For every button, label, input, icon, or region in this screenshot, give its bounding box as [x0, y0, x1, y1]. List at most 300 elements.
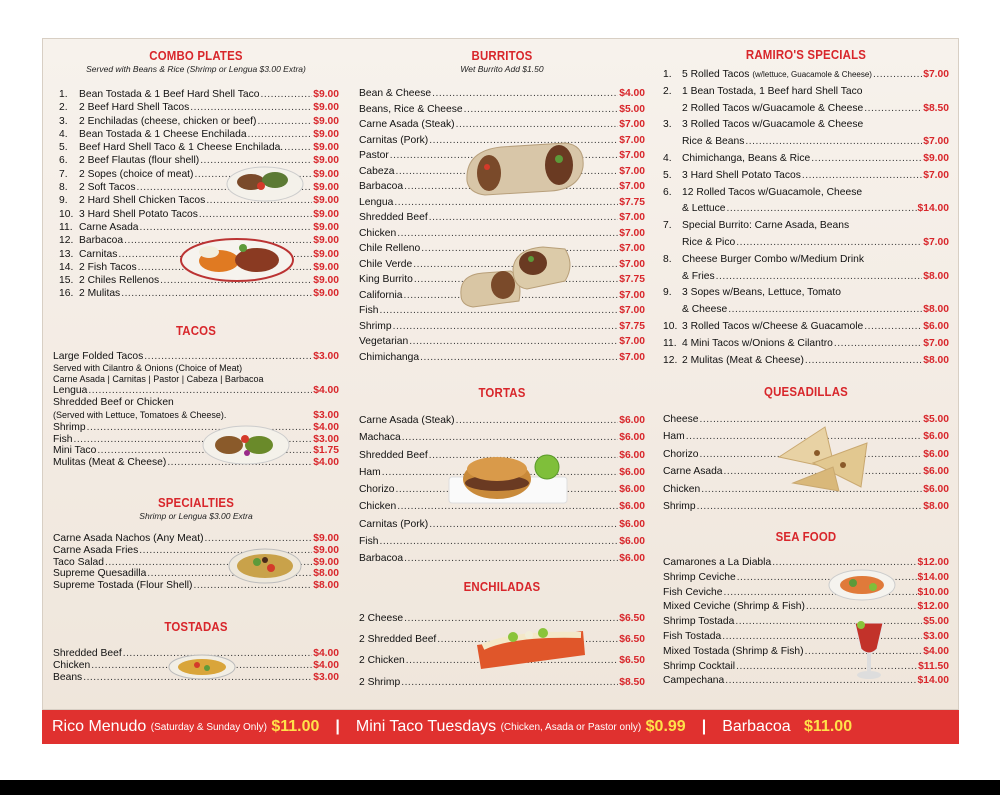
list-item	[359, 516, 645, 533]
item-price: $5.00	[923, 616, 949, 628]
item-price: $6.00	[619, 518, 645, 530]
torta-image	[447, 447, 569, 507]
burritos-list	[359, 86, 645, 365]
item-name-continued: 2 Rolled Tacos w/Guacamole & Cheese	[682, 102, 864, 114]
ramiros-list	[663, 67, 949, 369]
tuesday-label: Mini Taco Tuesdays	[355, 718, 497, 735]
item-number: 2.	[59, 102, 68, 114]
item-number: 4.	[663, 152, 672, 164]
burritos-section	[359, 48, 645, 365]
list-item	[359, 350, 645, 366]
item-name: Shredded Beef	[359, 449, 428, 461]
item-name: Fish	[53, 433, 73, 445]
list-item-continued	[663, 235, 949, 252]
leader-dots	[727, 201, 917, 218]
leader-dots	[393, 319, 619, 335]
item-number: 1.	[663, 69, 672, 80]
item-number: 9.	[663, 287, 672, 299]
ramiros-specials-section	[663, 47, 949, 369]
item-name: 2 Sopes (choice of meat)	[79, 168, 194, 180]
tostada-plate-image	[167, 653, 237, 681]
item-subtext: Carne Asada | Carnitas | Pastor | Cabeza | Barbacoa	[53, 374, 264, 384]
item-name: Chicken	[359, 227, 397, 239]
item-price: $7.00	[619, 336, 645, 347]
item-name: Barbacoa	[359, 553, 404, 565]
item-price: $7.00	[619, 181, 645, 192]
item-price: $11.50	[918, 660, 949, 672]
list-item	[53, 287, 339, 300]
sopes-plate-image	[225, 164, 305, 204]
item-name: Ham	[663, 431, 685, 443]
list-item	[53, 580, 339, 592]
item-name: Barbacoa	[79, 235, 124, 247]
item-number: 11.	[59, 221, 73, 233]
item-price: $9.00	[313, 221, 339, 233]
list-item	[53, 409, 339, 422]
item-price: $7.00	[619, 134, 645, 146]
item-name: Shredded Beef	[359, 212, 428, 223]
item-number: 15.	[59, 275, 74, 287]
item-number: 7.	[663, 220, 672, 232]
item-price: $7.00	[619, 227, 645, 239]
item-name: 1 Bean Tostada, 1 Beef hard Shell Taco	[682, 85, 863, 97]
leader-dots	[404, 550, 618, 567]
item-name: Mini Taco	[53, 445, 97, 457]
item-number: 3.	[663, 119, 672, 131]
item-price: $7.00	[923, 169, 949, 181]
leader-dots	[864, 101, 922, 118]
item-name: Pastor	[359, 150, 389, 161]
leader-dots	[456, 412, 619, 429]
leader-dots	[805, 353, 922, 370]
item-name: Carne Asada	[79, 221, 139, 233]
leader-dots	[379, 533, 618, 550]
tacos-section	[53, 323, 339, 468]
item-name: Carne Asada Nachos (Any Meat)	[53, 533, 204, 544]
item-price: $9.00	[313, 533, 339, 544]
item-name: Chicken	[53, 660, 91, 671]
item-name: Chicken	[359, 501, 397, 513]
item-price: $1.75	[313, 445, 339, 457]
leader-dots	[144, 350, 312, 363]
list-item	[359, 412, 645, 429]
item-price: $9.00	[313, 102, 339, 114]
item-price: $6.00	[923, 448, 949, 460]
list-item	[663, 586, 949, 601]
leader-dots	[420, 350, 618, 366]
menudo-label: Rico Menudo	[52, 718, 147, 735]
item-price: $9.00	[313, 556, 339, 568]
list-item	[359, 672, 645, 693]
item-price: $8.00	[313, 568, 339, 580]
item-price: $8.50	[619, 676, 645, 688]
list-item	[53, 101, 339, 114]
item-price: $9.00	[313, 142, 339, 154]
leader-dots	[190, 101, 312, 114]
item-number: 4.	[59, 128, 68, 140]
barbacoa-price: $11.00	[804, 718, 853, 735]
item-name: Fish	[359, 305, 379, 316]
item-price: $3.00	[313, 672, 339, 683]
item-price: $3.00	[313, 433, 339, 445]
item-name: Supreme Quesadilla	[53, 568, 147, 580]
item-name: Beans	[53, 672, 83, 683]
list-item	[359, 210, 645, 226]
item-number: 6.	[663, 186, 672, 198]
leader-dots	[736, 660, 917, 675]
item-price: $4.00	[313, 456, 339, 468]
item-price: $4.00	[619, 88, 645, 99]
list-item	[53, 457, 339, 469]
item-price: $12.00	[917, 601, 949, 613]
section-title: RAMIRO'S SPECIALS	[745, 47, 867, 62]
item-price: $6.00	[923, 431, 949, 443]
item-name: Chorizo	[359, 484, 395, 496]
item-name: Carnitas	[79, 248, 118, 260]
item-number: 1.	[59, 89, 68, 100]
list-item	[53, 208, 339, 221]
item-price: $4.00	[313, 648, 339, 659]
seafood-list	[663, 556, 949, 689]
item-price: $9.00	[313, 155, 339, 167]
menudo-note: (Saturday & Sunday Only)	[150, 721, 267, 733]
item-name: 3 Rolled Tacos w/Guacamole & Cheese	[682, 119, 864, 131]
item-price: $9.00	[313, 288, 339, 300]
list-item	[663, 600, 949, 615]
item-name: Camarones a La Diabla	[663, 557, 772, 568]
item-number: 12.	[59, 235, 74, 247]
list-item	[359, 86, 645, 102]
item-name: Beef Hard Shell Taco & 1 Cheese Enchilada.	[79, 142, 284, 154]
banner-separator: |	[335, 718, 340, 735]
list-item	[53, 88, 339, 101]
quesadilla-image	[773, 423, 873, 493]
list-item	[663, 319, 949, 336]
list-item	[53, 128, 339, 141]
item-name: Chile Verde	[359, 258, 413, 270]
item-name: Ham	[359, 466, 381, 478]
item-price: $9.00	[313, 208, 339, 220]
item-number: 7.	[59, 168, 68, 180]
bottom-edge	[0, 780, 1000, 795]
list-item	[663, 285, 949, 302]
item-price: $6.00	[923, 483, 949, 495]
item-price: $6.50	[619, 655, 645, 667]
item-price: $3.00	[313, 351, 339, 362]
item-number: 9.	[59, 195, 68, 207]
leader-dots	[402, 429, 618, 446]
list-item	[663, 185, 949, 202]
section-title: BURRITOS	[471, 48, 533, 63]
item-price: $6.00	[619, 553, 645, 565]
list-item-continued	[663, 201, 949, 218]
section-title: QUESADILLAS	[764, 384, 848, 399]
list-item	[53, 115, 339, 128]
item-name: Large Folded Tacos	[53, 351, 144, 362]
leader-dots	[257, 115, 312, 128]
item-price: $9.00	[313, 168, 339, 180]
item-name: King Burrito	[359, 274, 413, 285]
item-name: 12 Rolled Tacos w/Guacamole, Cheese	[682, 186, 863, 198]
item-price: $4.00	[313, 660, 339, 671]
item-price: $8.00	[313, 580, 339, 592]
item-name: Chorizo	[663, 448, 699, 460]
list-item	[359, 319, 645, 335]
item-name: Shredded Beef or Chicken	[53, 397, 174, 408]
menudo-price: $11.00	[271, 718, 320, 735]
item-name: Shrimp	[663, 501, 696, 513]
list-item	[663, 498, 949, 515]
item-number: 3.	[59, 115, 68, 127]
item-name: Shrimp Cocktail	[663, 660, 736, 672]
item-price: $7.75	[619, 196, 645, 208]
section-title: TORTAS	[478, 385, 526, 400]
leader-dots	[199, 208, 312, 221]
list-item	[53, 154, 339, 167]
leader-dots	[140, 221, 313, 234]
item-name: Vegetarian	[359, 336, 409, 347]
leader-dots	[429, 516, 618, 533]
item-name: Chicken	[663, 483, 701, 495]
list-item	[359, 550, 645, 567]
item-name: Carne Asada Fries	[53, 544, 139, 556]
item-number: 14.	[59, 261, 74, 273]
seafood-section	[663, 529, 949, 689]
item-price: $6.00	[923, 466, 949, 478]
item-price: $9.00	[313, 89, 339, 100]
item-price: $4.00	[313, 422, 339, 433]
list-item	[359, 533, 645, 550]
item-name: 2 Chicken	[359, 655, 405, 667]
item-price: $6.00	[619, 484, 645, 496]
leader-dots	[261, 88, 313, 101]
tuesday-price: $0.99	[645, 718, 686, 735]
list-item-continued	[663, 134, 949, 151]
item-price: $9.00	[923, 152, 949, 164]
list-item	[53, 385, 339, 397]
leader-dots	[456, 117, 619, 133]
item-price: $4.00	[313, 385, 339, 396]
list-item	[53, 350, 339, 363]
leader-dots	[432, 86, 618, 102]
list-item	[663, 218, 949, 235]
item-price: $7.00	[619, 119, 645, 130]
item-name: Machaca	[359, 432, 401, 444]
item-name: 2 Hard Shell Chicken Tacos	[79, 195, 206, 207]
item-price: $6.00	[619, 501, 645, 513]
leader-dots	[409, 334, 618, 350]
list-item	[53, 422, 339, 434]
leader-dots	[121, 287, 312, 300]
leader-dots	[722, 630, 922, 645]
leader-dots	[873, 67, 922, 84]
item-price: $9.00	[313, 248, 339, 260]
list-item	[359, 117, 645, 133]
list-item	[663, 556, 949, 571]
tacos-plate-image	[201, 423, 291, 467]
leader-dots	[735, 615, 922, 630]
item-price: $7.00	[923, 136, 949, 148]
list-item	[663, 571, 949, 586]
item-price: $7.00	[619, 258, 645, 270]
item-price: $8.00	[923, 501, 949, 513]
banner-separator: |	[701, 718, 707, 735]
item-name: Fish Tostada	[663, 630, 722, 642]
item-name: Mixed Ceviche (Shrimp & Fish)	[663, 601, 805, 613]
leader-dots	[802, 168, 922, 185]
item-name: Fish Ceviche	[663, 586, 723, 598]
list-item	[359, 102, 645, 118]
leader-dots	[401, 672, 618, 693]
list-item-continued	[663, 269, 949, 286]
ceviche-plate-image	[827, 567, 897, 603]
item-price: $14.00	[917, 571, 949, 583]
list-item	[53, 445, 339, 457]
item-name: 2 Shrimp	[359, 676, 401, 688]
item-subtext: Served with Cilantro & Onions (Choice of Meat)	[53, 363, 243, 373]
section-note: Served with Beans & Rice (Shrimp or Lengua $3.00 Extra)	[86, 64, 306, 74]
item-price: $7.00	[619, 351, 645, 363]
list-item	[663, 674, 949, 689]
item-number: 2.	[663, 85, 672, 97]
promo-banner	[42, 710, 959, 744]
list-item	[663, 151, 949, 168]
list-item	[663, 336, 949, 353]
item-name: Shrimp Tostada	[663, 616, 735, 628]
item-name: Chile Relleno	[359, 243, 421, 254]
item-price: $6.00	[619, 449, 645, 461]
item-price: $8.00	[923, 270, 949, 282]
leader-dots	[716, 269, 923, 286]
burrito-halves-image	[453, 239, 577, 311]
item-name: (Served with Lettuce, Tomatoes & Cheese).	[53, 410, 227, 420]
item-name: 2 Soft Tacos	[79, 182, 136, 194]
item-price: $5.00	[923, 414, 949, 425]
section-title: ENCHILADAS	[463, 579, 541, 594]
item-name: Lengua	[359, 196, 394, 208]
item-name: Cabeza	[359, 165, 395, 177]
item-name: 2 Beef Flautas (flour shell)	[79, 155, 200, 167]
item-name: 2 Mulitas	[79, 288, 121, 300]
item-price: $6.50	[619, 613, 645, 624]
leader-dots	[745, 134, 922, 151]
list-item	[359, 429, 645, 446]
item-price: $7.00	[619, 150, 645, 161]
item-price: $5.00	[619, 103, 645, 115]
item-name: Cheese	[663, 414, 699, 425]
item-name: Shrimp Ceviche	[663, 571, 736, 583]
list-item-continued	[663, 101, 949, 118]
list-item	[53, 221, 339, 234]
burrito-image	[461, 137, 587, 199]
list-item	[663, 252, 949, 269]
menu-page	[42, 38, 959, 710]
section-note: Wet Burrito Add $1.50	[460, 64, 544, 74]
item-name: Lengua	[53, 385, 88, 396]
item-name: Shrimp	[359, 320, 392, 332]
item-name-continued: & Fries	[682, 270, 715, 282]
list-item	[663, 353, 949, 370]
leader-dots	[205, 533, 313, 545]
item-price: $7.00	[923, 69, 949, 80]
leader-dots	[697, 498, 923, 515]
list-item	[359, 334, 645, 350]
item-price: $7.00	[619, 289, 645, 301]
leader-dots	[429, 210, 619, 226]
item-name: Supreme Tostada (Flour Shell)	[53, 580, 193, 592]
item-price: $9.00	[313, 544, 339, 556]
item-number: 8.	[663, 253, 672, 265]
item-name: Bean Tostada & 1 Beef Hard Shell Taco	[79, 89, 260, 100]
item-name: 2 Fish Tacos	[79, 261, 137, 273]
item-name: Bean & Cheese	[359, 88, 432, 99]
item-name: Mulitas (Meat & Cheese)	[53, 456, 167, 468]
item-name: Taco Salad	[53, 556, 104, 568]
item-price: $7.75	[619, 320, 645, 332]
item-number: 16.	[59, 288, 74, 300]
leader-dots	[725, 674, 916, 689]
leader-dots	[464, 102, 619, 118]
section-title: COMBO PLATES	[149, 48, 243, 63]
list-item	[663, 168, 949, 185]
item-name-continued: & Lettuce	[682, 203, 726, 215]
item-price: $6.00	[619, 536, 645, 548]
item-name: 2 Shredded Beef	[359, 634, 437, 646]
list-item	[53, 533, 339, 545]
section-title: TACOS	[175, 323, 217, 338]
leader-dots	[864, 319, 922, 336]
item-price: $9.00	[313, 115, 339, 127]
item-name: Barbacoa	[359, 181, 404, 192]
item-price: $9.00	[313, 235, 339, 247]
list-item	[663, 645, 949, 660]
leader-dots	[248, 128, 313, 141]
tacos-items	[53, 422, 339, 468]
item-price: $9.00	[313, 261, 339, 273]
item-price: $9.00	[313, 182, 339, 194]
item-price: $9.00	[313, 195, 339, 207]
item-name: Special Burrito: Carne Asada, Beans	[682, 220, 850, 232]
item-price: $7.00	[619, 212, 645, 223]
item-number: 5.	[59, 142, 68, 154]
item-name: Fish	[359, 536, 379, 548]
item-price: $10.00	[917, 586, 949, 598]
item-name: 5 Rolled Tacos	[682, 69, 750, 80]
item-name: Mixed Tostada (Shrimp & Fish)	[663, 645, 804, 657]
shrimp-cocktail-image	[851, 619, 887, 681]
item-price: $8.50	[923, 102, 949, 114]
section-note: Shrimp or Lengua $3.00 Extra	[139, 511, 253, 521]
item-name: 2 Mulitas (Meat & Cheese)	[682, 354, 804, 366]
item-name: Carnitas (Pork)	[359, 134, 429, 146]
item-number: 13.	[59, 248, 74, 260]
item-price: $6.50	[619, 634, 645, 646]
list-item	[663, 117, 949, 134]
item-name: Chimichanga	[359, 351, 420, 363]
nachos-plate-image	[227, 546, 303, 586]
item-name: 3 Rolled Tacos w/Cheese & Guacamole	[682, 320, 864, 332]
item-price: $14.00	[917, 675, 949, 687]
item-price: $6.00	[923, 320, 949, 332]
item-price: $8.00	[923, 304, 949, 316]
item-price: $4.00	[923, 645, 949, 657]
item-name-continued: & Cheese	[682, 304, 728, 316]
item-price: $12.00	[917, 557, 949, 568]
item-price: $7.00	[923, 236, 949, 248]
list-item	[53, 141, 339, 154]
item-name: Campechana	[663, 675, 725, 687]
leader-dots	[728, 302, 922, 319]
